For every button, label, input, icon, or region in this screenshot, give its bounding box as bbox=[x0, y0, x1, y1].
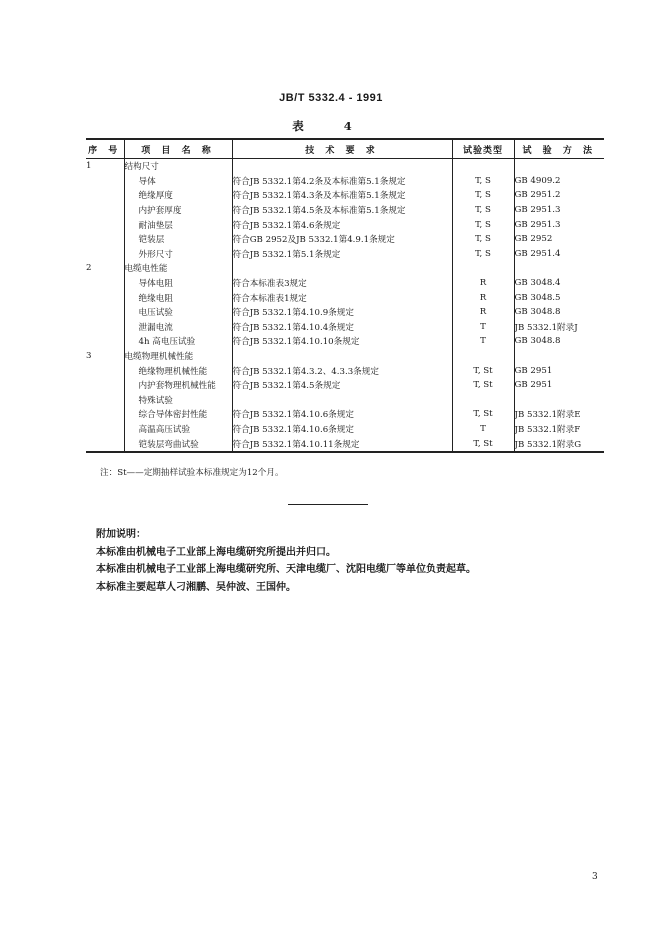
item-name-cell: 绝缘物理机械性能 bbox=[124, 363, 232, 378]
test-method-cell: GB 2951 bbox=[514, 378, 604, 393]
test-method-cell bbox=[514, 349, 604, 364]
standard-number-header: JB/T 5332.4 - 1991 bbox=[279, 92, 383, 104]
test-type-cell: R bbox=[452, 305, 514, 320]
requirement-cell: 符合JB 5332.1第4.10.11条规定 bbox=[232, 436, 452, 452]
row-number-cell bbox=[86, 407, 124, 422]
item-name-cell: 高温高压试验 bbox=[124, 422, 232, 437]
test-type-cell bbox=[452, 159, 514, 174]
table-row bbox=[86, 334, 604, 349]
requirement-cell bbox=[232, 393, 452, 408]
row-number-cell bbox=[86, 436, 124, 452]
table-row bbox=[86, 393, 604, 408]
test-type-cell: T, S bbox=[452, 188, 514, 203]
row-number-cell bbox=[86, 320, 124, 335]
item-name-cell: 外形尺寸 bbox=[124, 247, 232, 262]
test-method-cell: GB 2951.2 bbox=[514, 188, 604, 203]
table-row bbox=[86, 232, 604, 247]
row-number-cell bbox=[86, 363, 124, 378]
item-name-cell: 综合导体密封性能 bbox=[124, 407, 232, 422]
table-row bbox=[86, 378, 604, 393]
section-divider bbox=[288, 504, 368, 505]
test-type-cell: R bbox=[452, 290, 514, 305]
test-type-cell bbox=[452, 261, 514, 276]
requirement-cell: 符合GB 2952及JB 5332.1第4.9.1条规定 bbox=[232, 232, 452, 247]
row-number-cell bbox=[86, 422, 124, 437]
test-type-cell: T bbox=[452, 422, 514, 437]
table-row bbox=[86, 320, 604, 335]
item-name-cell: 导体 bbox=[124, 174, 232, 189]
test-method-cell bbox=[514, 393, 604, 408]
table-row bbox=[86, 422, 604, 437]
additional-notes bbox=[96, 526, 476, 596]
item-name-cell: 4h 高电压试验 bbox=[124, 334, 232, 349]
test-method-cell: GB 2951.3 bbox=[514, 217, 604, 232]
item-name-cell: 绝缘电阻 bbox=[124, 290, 232, 305]
table-row bbox=[86, 247, 604, 262]
additional-heading: 附加说明： bbox=[96, 529, 146, 540]
test-method-cell: GB 3048.8 bbox=[514, 334, 604, 349]
test-type-cell: T, S bbox=[452, 232, 514, 247]
table-row bbox=[86, 174, 604, 189]
row-number-cell: 3 bbox=[86, 351, 92, 362]
col-header-no: 序 号 bbox=[86, 139, 124, 159]
test-type-cell: R bbox=[452, 276, 514, 291]
test-type-cell: T, St bbox=[452, 363, 514, 378]
requirement-cell: 符合本标准表3规定 bbox=[232, 276, 452, 291]
table-row bbox=[86, 159, 604, 174]
test-method-cell: GB 2951 bbox=[514, 363, 604, 378]
row-number-cell bbox=[86, 378, 124, 393]
table-row bbox=[86, 290, 604, 305]
table-row bbox=[86, 349, 604, 364]
page-number: 3 bbox=[592, 872, 598, 882]
item-name-cell: 内护套厚度 bbox=[124, 203, 232, 218]
requirement-cell: 符合JB 5332.1第4.10.9条规定 bbox=[232, 305, 452, 320]
item-name-cell: 铠装层 bbox=[124, 232, 232, 247]
table-note: 注：St——定期抽样试验本标准规定为12个月。 bbox=[100, 468, 284, 478]
table-row bbox=[86, 407, 604, 422]
table-row bbox=[86, 276, 604, 291]
item-name-cell: 泄漏电流 bbox=[124, 320, 232, 335]
table-row bbox=[86, 217, 604, 232]
additional-line: 本标准由机械电子工业部上海电缆研究所提出并归口。 bbox=[96, 546, 336, 558]
requirement-cell: 符合JB 5332.1第4.3条及本标准第5.1条规定 bbox=[232, 188, 452, 203]
requirement-cell: 符合JB 5332.1第5.1条规定 bbox=[232, 247, 452, 262]
row-number-cell: 2 bbox=[86, 263, 92, 274]
additional-line: 本标准主要起草人刁湘鹏、吴仲波、王国仲。 bbox=[96, 581, 296, 593]
row-number-cell bbox=[86, 276, 124, 291]
test-type-cell: T, S bbox=[452, 174, 514, 189]
requirement-cell: 符合本标准表1规定 bbox=[232, 290, 452, 305]
item-name-cell: 电压试验 bbox=[124, 305, 232, 320]
row-number-cell bbox=[86, 393, 124, 408]
test-spec-table bbox=[86, 138, 604, 453]
item-name-cell: 结构尺寸 bbox=[124, 159, 232, 174]
item-name-cell: 电缆物理机械性能 bbox=[124, 349, 232, 364]
requirement-cell: 符合JB 5332.1第4.2条及本标准第5.1条规定 bbox=[232, 174, 452, 189]
test-method-cell: JB 5332.1附录J bbox=[514, 320, 604, 335]
test-method-cell: GB 2951.3 bbox=[514, 203, 604, 218]
test-method-cell: GB 2952 bbox=[514, 232, 604, 247]
col-header-test-type: 试验类型 bbox=[452, 139, 514, 159]
additional-line: 本标准由机械电子工业部上海电缆研究所、天津电缆厂、沈阳电缆厂等单位负责起草。 bbox=[96, 564, 476, 575]
item-name-cell: 铠装层弯曲试验 bbox=[124, 436, 232, 452]
item-name-cell: 电缆电性能 bbox=[124, 261, 232, 276]
test-method-cell: GB 3048.4 bbox=[514, 276, 604, 291]
test-type-cell bbox=[452, 349, 514, 364]
row-number-cell bbox=[86, 247, 124, 262]
table-row bbox=[86, 305, 604, 320]
requirement-cell: 符合JB 5332.1第4.10.10条规定 bbox=[232, 334, 452, 349]
item-name-cell: 耐油垫层 bbox=[124, 217, 232, 232]
test-method-cell: JB 5332.1附录G bbox=[514, 436, 604, 452]
requirement-cell bbox=[232, 159, 452, 174]
row-number-cell bbox=[86, 203, 124, 218]
test-type-cell: T, S bbox=[452, 247, 514, 262]
item-name-cell: 内护套物理机械性能 bbox=[124, 378, 232, 393]
test-method-cell: GB 4909.2 bbox=[514, 174, 604, 189]
requirement-cell bbox=[232, 261, 452, 276]
row-number-cell bbox=[86, 290, 124, 305]
table-row bbox=[86, 261, 604, 276]
test-method-cell: GB 3048.8 bbox=[514, 305, 604, 320]
row-number-cell bbox=[86, 305, 124, 320]
col-header-requirement: 技 术 要 求 bbox=[232, 139, 452, 159]
requirement-cell: 符合JB 5332.1第4.5条及本标准第5.1条规定 bbox=[232, 203, 452, 218]
col-header-item: 项 目 名 称 bbox=[124, 139, 232, 159]
item-name-cell: 绝缘厚度 bbox=[124, 188, 232, 203]
requirement-cell: 符合JB 5332.1第4.10.6条规定 bbox=[232, 422, 452, 437]
test-method-cell: JB 5332.1附录F bbox=[514, 422, 604, 437]
item-name-cell: 特殊试验 bbox=[124, 393, 232, 408]
test-method-cell: JB 5332.1附录E bbox=[514, 407, 604, 422]
row-number-cell bbox=[86, 217, 124, 232]
row-number-cell bbox=[86, 174, 124, 189]
test-type-cell: T, S bbox=[452, 203, 514, 218]
test-method-cell bbox=[514, 261, 604, 276]
row-number-cell: 1 bbox=[86, 161, 92, 172]
row-number-cell bbox=[86, 334, 124, 349]
row-number-cell bbox=[86, 232, 124, 247]
table-title: 表 4 bbox=[292, 119, 370, 133]
test-type-cell bbox=[452, 393, 514, 408]
requirement-cell: 符合JB 5332.1第4.10.4条规定 bbox=[232, 320, 452, 335]
test-type-cell: T, St bbox=[452, 436, 514, 452]
test-method-cell bbox=[514, 159, 604, 174]
row-number-cell bbox=[86, 188, 124, 203]
test-type-cell: T bbox=[452, 334, 514, 349]
table-header-row bbox=[86, 139, 604, 159]
col-header-test-method: 试 验 方 法 bbox=[514, 139, 604, 159]
requirement-cell: 符合JB 5332.1第4.6条规定 bbox=[232, 217, 452, 232]
test-method-cell: GB 2951.4 bbox=[514, 247, 604, 262]
test-type-cell: T, S bbox=[452, 217, 514, 232]
requirement-cell: 符合JB 5332.1第4.5条规定 bbox=[232, 378, 452, 393]
requirement-cell: 符合JB 5332.1第4.3.2、4.3.3条规定 bbox=[232, 363, 452, 378]
test-type-cell: T bbox=[452, 320, 514, 335]
test-type-cell: T, St bbox=[452, 407, 514, 422]
table-row bbox=[86, 436, 604, 452]
requirement-cell: 符合JB 5332.1第4.10.6条规定 bbox=[232, 407, 452, 422]
test-method-cell: GB 3048.5 bbox=[514, 290, 604, 305]
table-row bbox=[86, 203, 604, 218]
test-type-cell: T, St bbox=[452, 378, 514, 393]
table-row bbox=[86, 188, 604, 203]
requirement-cell bbox=[232, 349, 452, 364]
item-name-cell: 导体电阻 bbox=[124, 276, 232, 291]
table-row bbox=[86, 363, 604, 378]
